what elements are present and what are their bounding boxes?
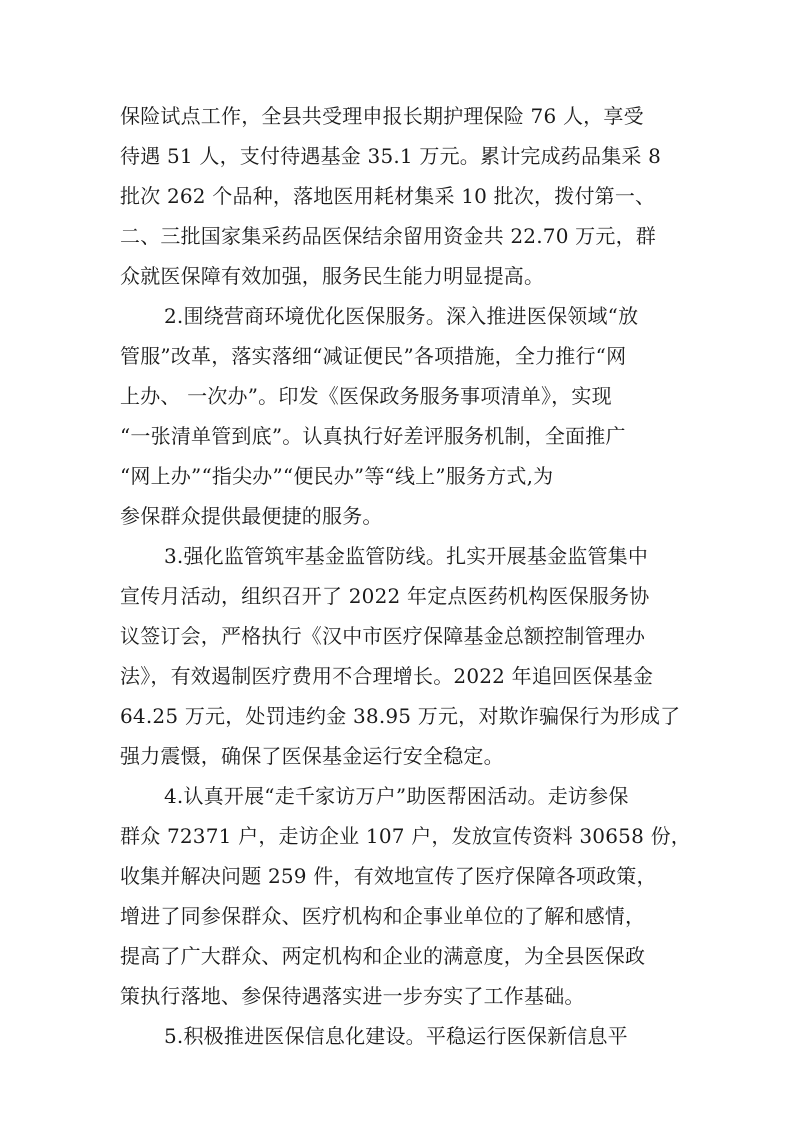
text-line: “一张清单管到底”。认真执行好差评服务机制，全面推广 [120, 424, 626, 448]
paragraph-2-heading: 2.围绕营商环境优化医保服务。深入推进医保领域“放 [164, 304, 639, 328]
text-line: “网上办”“指尖办”“便民办”等“线上”服务方式,为 [120, 464, 554, 488]
paragraph-5-heading: 5.积极推进医保信息化建设。平稳运行医保新信息平 [164, 1024, 628, 1048]
text-line: 待遇 51 人，支付待遇基金 35.1 万元。累计完成药品集采 8 [120, 144, 662, 168]
text-line: 参保群众提供最便捷的服务。 [120, 504, 383, 528]
text-line: 宣传月活动，组织召开了 2022 年定点医药机构医保服务协 [120, 584, 650, 608]
paragraph-3-heading: 3.强化监管筑牢基金监管防线。扎实开展基金监管集中 [164, 544, 649, 568]
text-line: 策执行落地、参保待遇落实进一步夯实了工作基础。 [120, 984, 585, 1008]
text-line: 议签订会，严格执行《汉中市医疗保障基金总额控制管理办 [120, 624, 646, 648]
paragraph-4-heading: 4.认真开展“走千家访万户”助医帮困活动。走访参保 [164, 784, 629, 808]
text-line: 收集并解决问题 259 件，有效地宣传了医疗保障各项政策， [120, 864, 657, 888]
text-line: 增进了同参保群众、医疗机构和企事业单位的了解和感情， [120, 904, 646, 928]
text-line: 强力震慑，确保了医保基金运行安全稳定。 [120, 744, 504, 768]
text-line: 法》，有效遏制医疗费用不合理增长。2022 年追回医保基金 [120, 664, 654, 688]
text-line: 二、三批国家集采药品医保结余留用资金共 22.70 万元，群 [120, 224, 656, 248]
text-line: 群众 72371 户，走访企业 107 户，发放宣传资料 30658 份， [120, 824, 691, 848]
text-line: 管服”改革，落实落细“减证便民”各项措施，全力推行“网 [120, 344, 627, 368]
text-line: 众就医保障有效加强，服务民生能力明显提高。 [120, 264, 545, 288]
text-line: 保险试点工作，全县共受理申报长期护理保险 76 人，享受 [120, 104, 644, 128]
text-line: 批次 262 个品种，落地医用耗材集采 10 批次，拨付第一、 [120, 184, 656, 208]
text-line: 64.25 万元，处罚违约金 38.95 万元，对欺诈骗保行为形成了 [120, 704, 681, 728]
text-line: 提高了广大群众、两定机构和企业的满意度，为全县医保政 [120, 944, 646, 968]
text-line: 上办、 一次办”。印发《医保政务服务事项清单》，实现 [120, 384, 612, 408]
